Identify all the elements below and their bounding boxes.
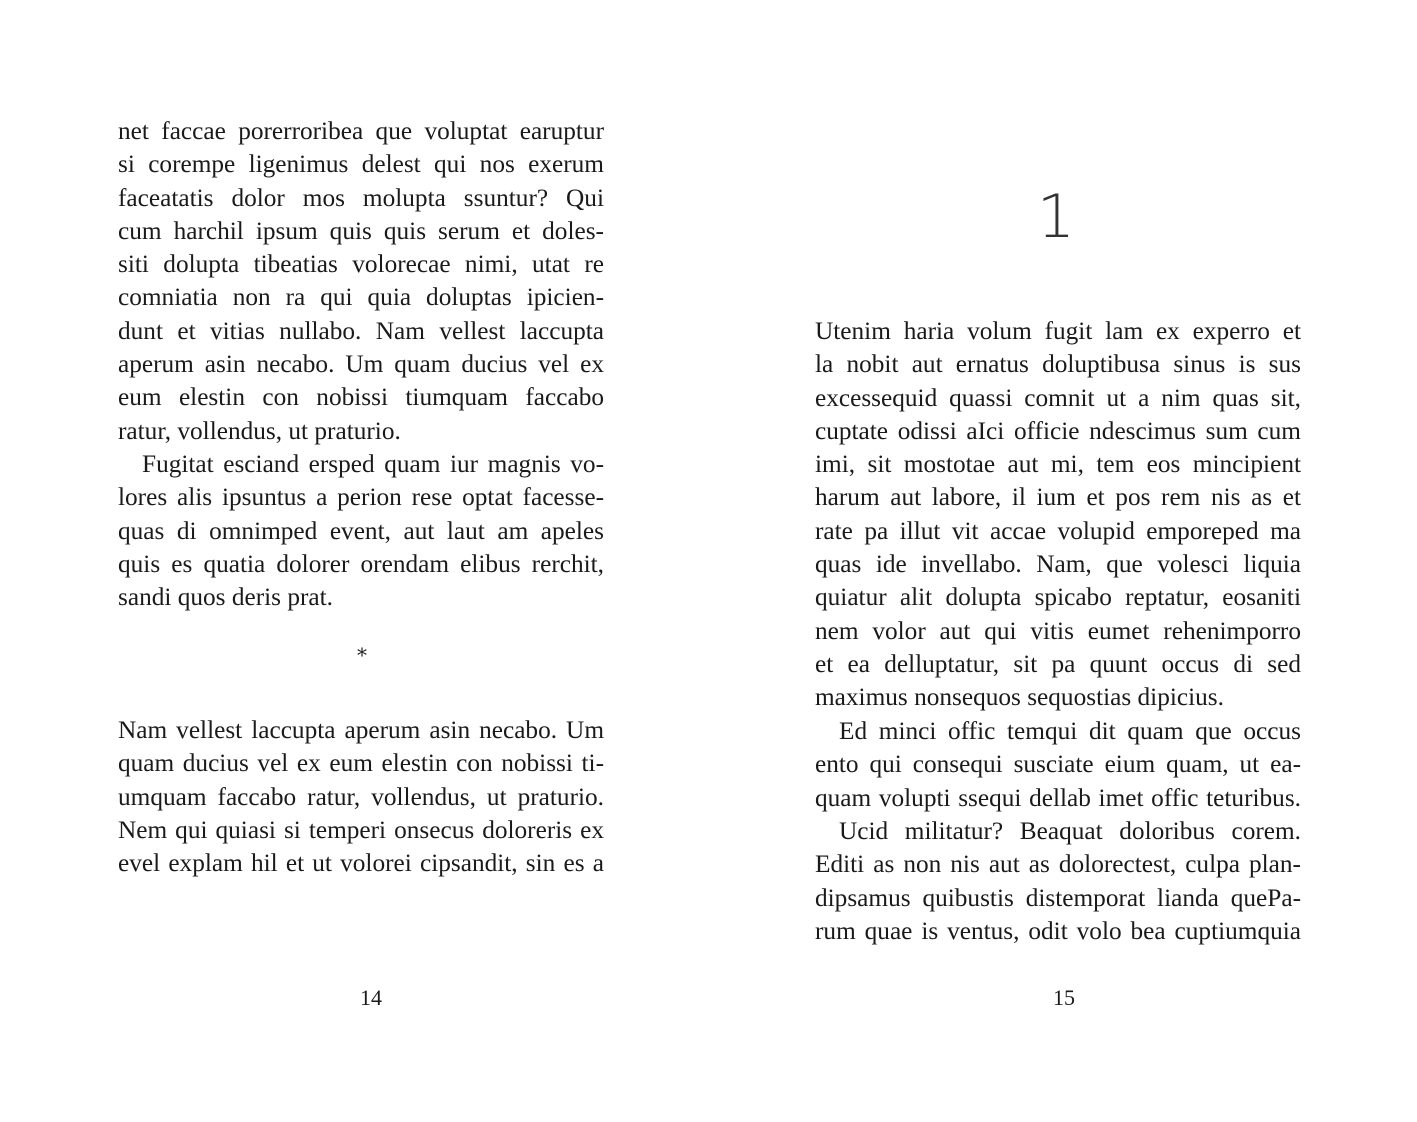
text-line: dunt et vitias nullabo. Nam vellest laccupta [118,316,604,345]
text-line: Editi as non nis aut as dolorectest, culpa plan- [815,850,1301,879]
text-line: faceatatis dolor mos molupta ssuntur? Qui [118,183,604,212]
left-paragraph-1 [118,115,604,448]
right-page [708,0,1417,1122]
page-number: 14 [360,985,382,1010]
text-line: eum elestin con nobissi tiumquam faccabo [118,383,604,412]
text-line: excessequid quassi comnit ut a nim quas sit, [815,383,1301,412]
text-line: cuptate odissi aIci officie ndescimus sum cum [815,416,1301,445]
text-line: quas di omnimped event, aut laut am apeles [118,516,604,545]
text-line: siti dolupta tibeatias volorecae nimi, utat re [118,250,604,279]
text-line: imi, sit mostotae aut mi, tem eos mincipient [815,450,1301,479]
right-paragraph-1 [815,315,1301,715]
text-line: quiatur alit dolupta spicabo reptatur, eosaniti [815,583,1301,612]
right-paragraph-3 [815,815,1301,948]
text-line: harum aut labore, il ium et pos rem nis as et [815,483,1301,512]
text-line: quam ducius vel ex eum elestin con nobissi ti- [118,749,604,778]
text-line: quas ide invellabo. Nam, que volesci liquia [815,550,1301,579]
left-page [0,0,708,1122]
text-line: Ucid militatur? Beaquat doloribus corem. [839,817,1301,845]
text-line: cum harchil ipsum quis quis serum et doles- [118,216,604,245]
section-break-asterism: * [357,643,367,667]
text-line: aperum asin necabo. Um quam ducius vel ex [118,350,604,379]
page-number: 15 [1053,985,1075,1010]
text-line: rate pa illut vit accae volupid emporeped ma [815,516,1301,545]
text-line: net faccae porerroribea que voluptat earuptur [118,117,604,145]
right-paragraph-2 [815,715,1301,815]
text-line: lores alis ipsuntus a perion rese optat facesse- [118,483,604,512]
text-line: quis es quatia dolorer orendam elibus rerchit, [118,549,604,578]
text-line: Ed minci offic temqui dit quam que occus [839,717,1301,745]
text-line: comniatia non ra qui quia doluptas ipicien- [118,283,604,312]
text-line: umquam faccabo ratur, vollendus, ut praturio. [118,782,604,811]
text-line: ratur, vollendus, ut praturio. [118,416,401,445]
text-line: maximus nonsequos sequostias dipicius. [815,683,1224,712]
chapter-number: 1 [1036,182,1076,252]
text-line: ento qui consequi susciate eium quam, ut ea- [815,750,1301,779]
text-line: evel explam hil et ut volorei cipsandit, sin es a [118,849,604,878]
text-line: et ea delluptatur, sit pa quunt occus di sed [815,649,1301,678]
text-line: Utenim haria volum fugit lam ex experro et [815,317,1301,345]
text-line: Fugitat esciand ersped quam iur magnis vo- [142,450,604,478]
text-line: rum quae is ventus, odit volo bea cuptiumquia [815,916,1301,945]
text-line: Nam vellest laccupta aperum asin necabo. Um [118,716,604,744]
text-line: nem volor aut qui vitis eumet rehenimporro [815,616,1301,645]
left-paragraph-3 [118,714,604,880]
text-line: Nem qui quiasi si temperi onsecus doloreris ex [118,815,604,844]
left-paragraph-2 [118,448,604,614]
text-line: la nobit aut ernatus doluptibusa sinus is sus [815,350,1301,379]
text-line: quam volupti ssequi dellab imet offic teturibus. [815,783,1301,812]
text-line: si corempe ligenimus delest qui nos exerum [118,150,604,179]
text-line: sandi quos deris prat. [118,583,333,612]
text-line: dipsamus quibustis distemporat lianda quePa- [815,883,1301,912]
